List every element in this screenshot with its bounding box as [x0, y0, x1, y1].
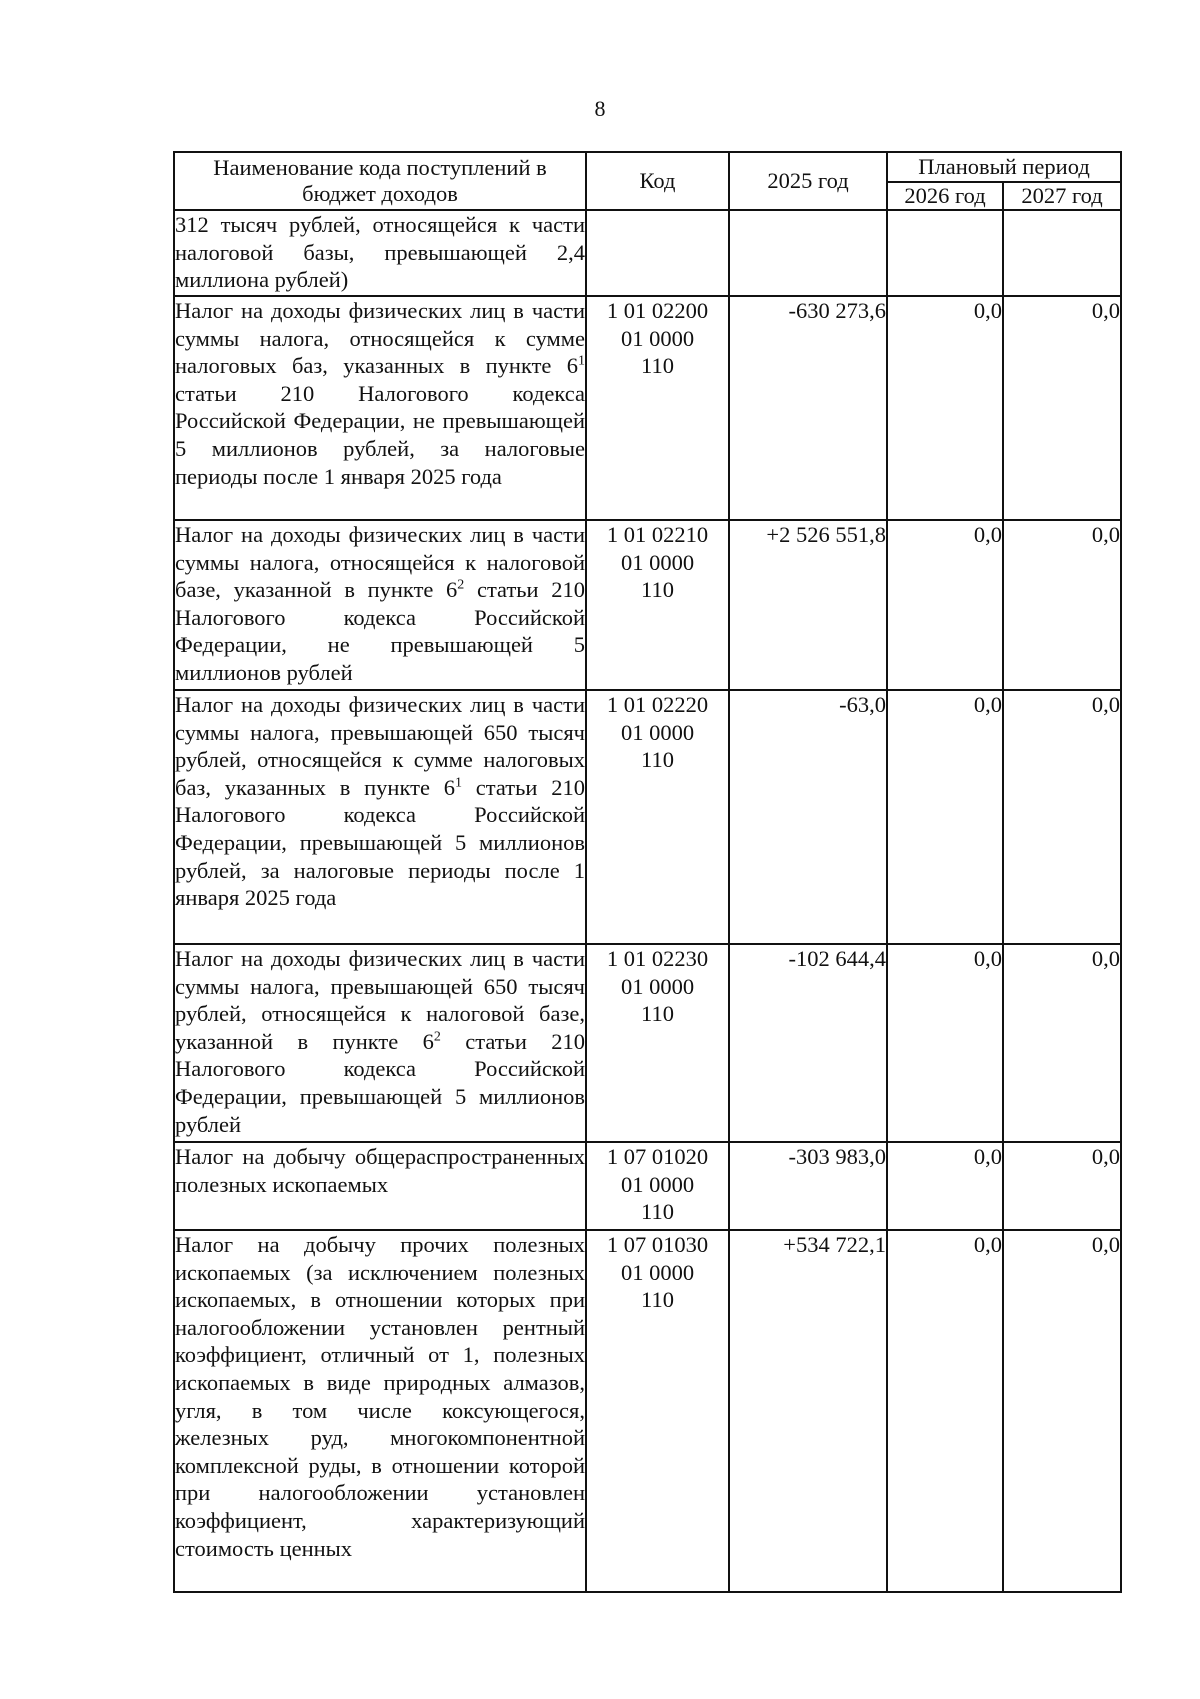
row-value-2027: 0,0 — [1003, 296, 1121, 520]
row-value-2025: -63,0 — [729, 690, 887, 944]
row-code-line: 01 0000 — [620, 1171, 695, 1197]
header-2027: 2027 год — [1003, 182, 1121, 210]
row-code-line: 01 0000 — [620, 325, 695, 351]
row-name-text: статьи 210 Налогового кодекса Российской Федерации, не превышающей 5 миллионов рублей, за налоговые периоды после 1 января 2025 года — [175, 380, 585, 489]
row-code-line: 01 0000 — [620, 1259, 695, 1285]
row-value-2025: +534 722,1 — [729, 1230, 887, 1592]
table-row — [174, 520, 1121, 690]
row-value-2027: 0,0 — [1003, 944, 1121, 1142]
row-code — [586, 944, 729, 1142]
header-name: Наименование кода поступлений в бюджет доходов — [174, 152, 586, 210]
row-name-sup: 1 — [578, 353, 585, 369]
row-code-line: 01 0000 — [620, 719, 695, 745]
row-code-line: 110 — [641, 353, 674, 379]
row-value-2026: 0,0 — [887, 944, 1003, 1142]
table-row — [174, 210, 1121, 296]
header-planned-period: Плановый период — [887, 152, 1121, 182]
row-code-line: 1 01 02230 — [606, 946, 709, 971]
row-value-2027: 0,0 — [1003, 1142, 1121, 1230]
row-code — [586, 520, 729, 690]
row-code-line: 1 01 02220 — [606, 692, 709, 717]
row-name: Налог на добычу общераспространенных полезных ископаемых — [174, 1142, 586, 1230]
row-value-2025: -102 644,4 — [729, 944, 887, 1142]
row-code — [586, 1142, 729, 1230]
row-code-line: 110 — [641, 747, 674, 773]
row-code-line: 1 01 02200 — [606, 298, 709, 323]
row-code — [586, 690, 729, 944]
row-name-sup: 1 — [455, 775, 462, 791]
row-name-sup: 2 — [433, 1029, 441, 1045]
row-code-line: 1 07 01030 — [606, 1232, 709, 1257]
table-row — [174, 944, 1121, 1142]
row-name: 312 тысяч рублей, относящейся к части налоговой базы, превышающей 2,4 миллиона рублей) — [174, 210, 586, 296]
row-code-line: 1 07 01020 — [606, 1144, 709, 1169]
row-name: Налог на добычу прочих полезных ископаемых (за исключением полезных ископаемых, в отношении которых при налогообложении установлен рентный коэффициент, отличный от 1, полезных ископаемых в виде природных алмазов, угля, в том числе коксующегося, железных руд, многокомпонентной комплексной руды, в отношении которой при налогообложении установлен коэффициент, характеризующий стоимость ценных — [174, 1230, 586, 1592]
header-code: Код — [586, 152, 729, 210]
row-code-line: 110 — [641, 1199, 674, 1225]
row-name-text: Налог на доходы физических лиц в части суммы налога, превышающей 650 тысяч рублей, относящейся к налоговой базе, указанной в пункте 6 — [175, 946, 585, 1054]
row-name — [174, 520, 586, 690]
row-name-text: статьи 210 Налогового кодекса Российской Федерации, превышающей 5 миллионов рублей, за налоговые периоды после 1 января 2025 года — [175, 774, 585, 911]
table-row — [174, 296, 1121, 520]
table-row — [174, 690, 1121, 944]
row-name-sup: 2 — [457, 577, 465, 593]
row-name-text: Налог на доходы физических лиц в части суммы налога, превышающей 650 тысяч рублей, относящейся к сумме налоговых баз, указанных в пункте 6 — [175, 692, 585, 800]
row-value-2025 — [729, 210, 887, 296]
page-number: 8 — [594, 96, 606, 121]
row-name-text: Налог на доходы физических лиц в части суммы налога, относящейся к сумме налоговых баз, указанных в пункте 6 — [175, 298, 585, 379]
row-code-line: 110 — [641, 577, 674, 603]
row-code — [586, 296, 729, 520]
row-value-2026: 0,0 — [887, 520, 1003, 690]
row-value-2026: 0,0 — [887, 296, 1003, 520]
row-value-2027: 0,0 — [1003, 520, 1121, 690]
row-code-line: 1 01 02210 — [606, 522, 709, 547]
row-value-2025: +2 526 551,8 — [729, 520, 887, 690]
row-name — [174, 296, 586, 520]
row-value-2025: -303 983,0 — [729, 1142, 887, 1230]
row-value-2027 — [1003, 210, 1121, 296]
header-2026: 2026 год — [887, 182, 1003, 210]
row-name — [174, 944, 586, 1142]
row-value-2026: 0,0 — [887, 1230, 1003, 1592]
row-value-2026: 0,0 — [887, 690, 1003, 944]
row-code-line: 110 — [641, 1001, 674, 1027]
row-value-2027: 0,0 — [1003, 1230, 1121, 1592]
row-value-2025: -630 273,6 — [729, 296, 887, 520]
row-value-2026: 0,0 — [887, 1142, 1003, 1230]
table-row — [174, 1230, 1121, 1592]
row-name — [174, 690, 586, 944]
revenue-table — [173, 151, 1122, 1593]
row-code — [586, 210, 729, 296]
row-name-text: статьи 210 Налогового кодекса Российской Федерации, не превышающей 5 миллионов рублей — [175, 577, 585, 685]
row-code — [586, 1230, 729, 1592]
row-code-line: 01 0000 — [620, 549, 695, 575]
row-value-2027: 0,0 — [1003, 690, 1121, 944]
row-code-line: 01 0000 — [620, 973, 695, 999]
row-name-text: статьи 210 Налогового кодекса Российской Федерации, превышающей 5 миллионов рублей — [175, 1028, 585, 1137]
header-2025: 2025 год — [729, 152, 887, 210]
row-name-text: Налог на доходы физических лиц в части суммы налога, относящейся к налоговой базе, указанной в пункте 6 — [175, 522, 585, 603]
row-code-line: 110 — [641, 1287, 674, 1313]
row-value-2026 — [887, 210, 1003, 296]
table-row — [174, 1142, 1121, 1230]
